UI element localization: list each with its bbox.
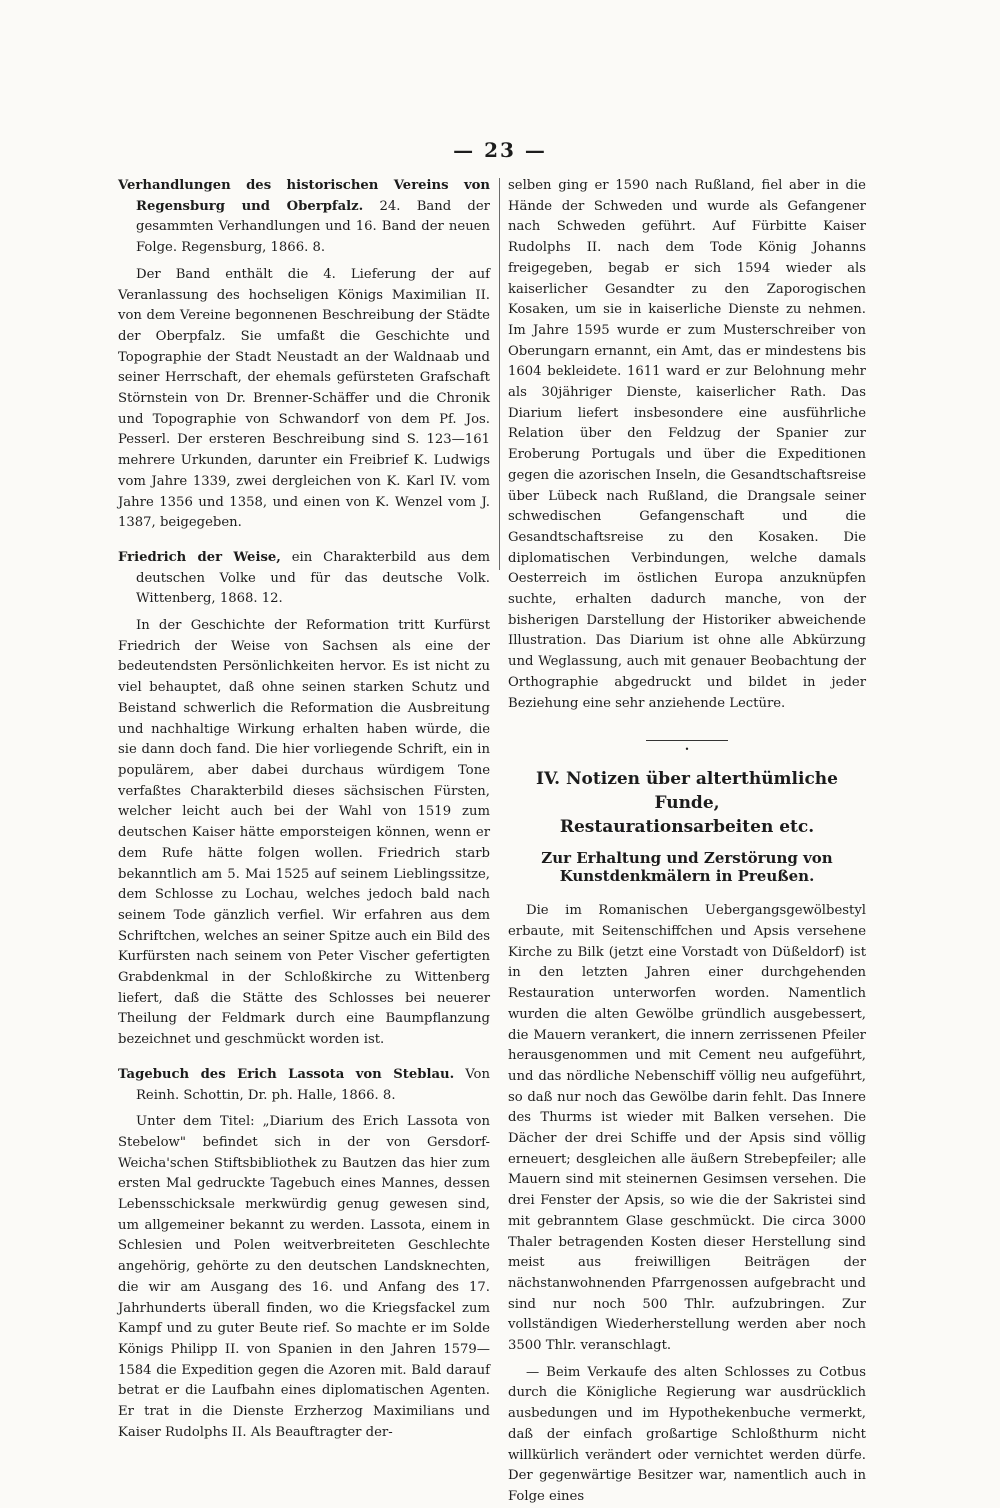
review-heading: Verhandlungen des historischen Vereins von Regensburg und Oberpfalz.	[118, 178, 490, 214]
article-paragraph: — Beim Verkaufe des alten Schlosses zu Cotbus durch die Königliche Regierung war ausdrücklich ausbedungen und im Hypothekenbuche vermerkt, daß der einfach großartige Schloßthurm nicht willkürlich verändert oder vernichtet werden dürfe. Der gegenwärtige Besitzer war, namentlich auch in Folge eines	[508, 1364, 866, 1504]
section-title-line: IV. Notizen über alterthümliche Funde,	[536, 769, 838, 814]
article-paragraph: Die im Romanischen Uebergangsgewölbestyl erbaute, mit Seitenschiffchen und Apsis versehene Kirche zu Bilk (jetzt eine Vorstadt von Düßeldorf) ist in den letzten Jahren einer durchgehenden Restauration unterworfen worden. Namentlich wurden die alten Gewölbe gründlich ausgebessert, die Mauern verankert, die innern zerrissenen Pfeiler herausgenommen und mit Cement neu aufgeführt, und das nördliche Nebenschiff völlig neu aufgeführt, so daß nur noch das Gewölbe darin fehlt. Das Innere des Thurms ist wieder mit Balken versehen. Die Dächer der drei Schiffe und der Apsis sind völlig erneuert; desgleichen alle äußern Strebepfeiler; alle Mauern sind mit steinernen Gesimsen versehen. Die drei Fenster der Apsis, so wie die der Sakristei sind mit gebranntem Glase geschmückt. Die circa 3000 Thaler betragenden Kosten dieser Herstellung sind meist aus freiwilligen Beiträgen der nächstanwohnenden Pfarrgenossen aufgebracht und sind nur noch 500 Thlr. aufzubringen. Zur vollständigen Wiederherstellung werden aber noch 3500 Thlr. veranschlagt.	[508, 903, 866, 1354]
review-citation: 24. Band der gesammten Verhandlungen und 16. Band der neuen Folge. Regensburg, 1866. 8.	[136, 198, 490, 256]
ornament-dot: •	[684, 745, 690, 755]
section-rule	[646, 740, 728, 741]
review-body: In der Geschichte der Reformation tritt Kurfürst Friedrich der Weise von Sachsen als eine der bedeutendsten Persönlichkeiten hervor. Es ist nicht zu viel behauptet, daß ohne seinen starken Schutz und Beistand schwerlich die Reformation die Ausbreitung und nachhaltige Wirkung erhalten haben würde, die sie dann doch fand. Die hier vorliegende Schrift, ein in populärem, aber dabei durchaus würdigem Tone verfaßtes Charakterbild dieses sächsischen Fürsten, welcher leicht auch bei der Wahl von 1519 zum deutschen Kaiser hätte emporsteigen können, wenn er dem Rufe hätte folgen wollen. Friedrich starb bekanntlich am 5. Mai 1525 auf seinem Lieblingssitze, dem Schlosse zu Lochau, welches jedoch bald nach seinem Tode gänzlich verfiel. Wir erfahren aus dem Schriftchen, welches an seiner Spitze auch ein Bild des Kurfürsten nach seinem von Peter Vischer gefertigten Grabdenkmal in der Schloßkirche zu Wittenberg liefert, daß die Stätte des Schlosses bei neuerer Theilung der Feldmark durch eine Baumpflanzung bezeichnet und geschmückt worden ist.	[118, 618, 490, 1048]
review-heading: Friedrich der Weise,	[118, 549, 281, 565]
column-divider	[499, 178, 500, 570]
review-heading: Tagebuch des Erich Lassota von Steblau.	[118, 1066, 455, 1082]
left-column	[118, 176, 490, 1443]
section-title-line: Restaurationsarbeiten etc.	[559, 817, 815, 838]
section-title	[508, 767, 866, 839]
page-number: — 23 —	[453, 138, 547, 162]
review-continuation: selben ging er 1590 nach Rußland, fiel aber in die Hände der Schweden und wurde als Gefangener nach Schweden geführt. Auf Fürbitte Kaiser Rudolphs II. nach dem Tode König Johanns freigegeben, begab er sich 1594 wieder als kaiserlicher Gesandter zu den Zaporogischen Kosaken, um sie in kaiserliche Dienste zu nehmen. Im Jahre 1595 wurde er zum Musterschreiber von Oberungarn ernannt, ein Amt, das er mindestens bis 1604 bekleidete. 1611 ward er zur Belohnung mehr als 30jähriger Dienste, kaiserlicher Rath. Das Diarium liefert insbesondere eine ausführliche Relation über den Feldzug der Spanier zur Eroberung Portugals und über die Expeditionen gegen die azorischen Inseln, die Gesandtschaftsreise über Lübeck nach Rußland, die Drangsale seiner schwedischen Gefangenschaft und die Gesandtschaftsreise zu den Kosaken. Die diplomatischen Verbindungen, welche damals Oesterreich im östlichen Europa anzuknüpfen suchte, erhalten dadurch manche, von der bisherigen Darstellung der Historiker abweichende Illustration. Das Diarium ist ohne alle Abkürzung und Weglassung, auch mit genauer Beobachtung der Orthographie abgedruckt und bildet in jeder Beziehung eine sehr anziehende Lectüre.	[508, 178, 866, 711]
review-entry-regensburg	[118, 176, 490, 259]
right-column	[508, 176, 866, 1508]
review-body: Unter dem Titel: „Diarium des Erich Lassota von Stebelow" befindet sich in der von Gersdorf-Weicha'schen Stiftsbibliothek zu Bautzen das hier zum ersten Mal gedruckte Tagebuch eines Mannes, dessen Lebensschicksale merkwürdig genug gewesen sind, um allgemeiner bekannt zu werden. Lassota, einem in Schlesien und Polen weitverbreiteten Geschlechte angehörig, gehörte zu den deutschen Landsknechten, die wir am Ausgang des 16. und Anfang des 17. Jahrhunderts überall finden, wo die Kriegsfackel zum Kampf und zu guter Beute rief. So machte er im Solde Königs Philipp II. von Spanien in den Jahren 1579—1584 die Expedition gegen die Azoren mit. Bald darauf betrat er die Laufbahn eines diplomatischen Agenten. Er trat in die Dienste Erzherzog Maximilians und Kaiser Rudolphs II. Als Beauftragter der-	[118, 1114, 490, 1440]
review-entry-lassota	[118, 1065, 490, 1106]
review-body: Der Band enthält die 4. Lieferung der auf Veranlassung des hochseligen Königs Maximilian II. von dem Vereine begonnenen Beschreibung der Städte der Oberpfalz. Sie umfaßt die Geschichte und Topographie der Stadt Neustadt an der Waldnaab und seiner Herrschaft, der ehemals gefürsteten Grafschaft Störnstein von Dr. Brenner-Schäffer und die Chronik und Topographie von Schwandorf von dem Pf. Jos. Pesserl. Der ersteren Beschreibung sind S. 123—161 mehrere Urkunden, darunter ein Freibrief K. Ludwigs vom Jahre 1339, zwei dergleichen von K. Karl IV. vom Jahre 1356 und 1358, und einen von K. Wenzel vom J. 1387, beigegeben.	[118, 266, 490, 531]
review-entry-friedrich	[118, 548, 490, 610]
review-citation: ein Charakterbild aus dem deutschen Volke und für das deutsche Volk. Wittenberg, 1868. 12.	[136, 549, 490, 607]
subsection-title: Zur Erhaltung und Zerstörung von Kunstdenkmälern in Preußen.	[541, 849, 833, 886]
review-citation: Von Reinh. Schottin, Dr. ph. Halle, 1866. 8.	[136, 1066, 490, 1103]
